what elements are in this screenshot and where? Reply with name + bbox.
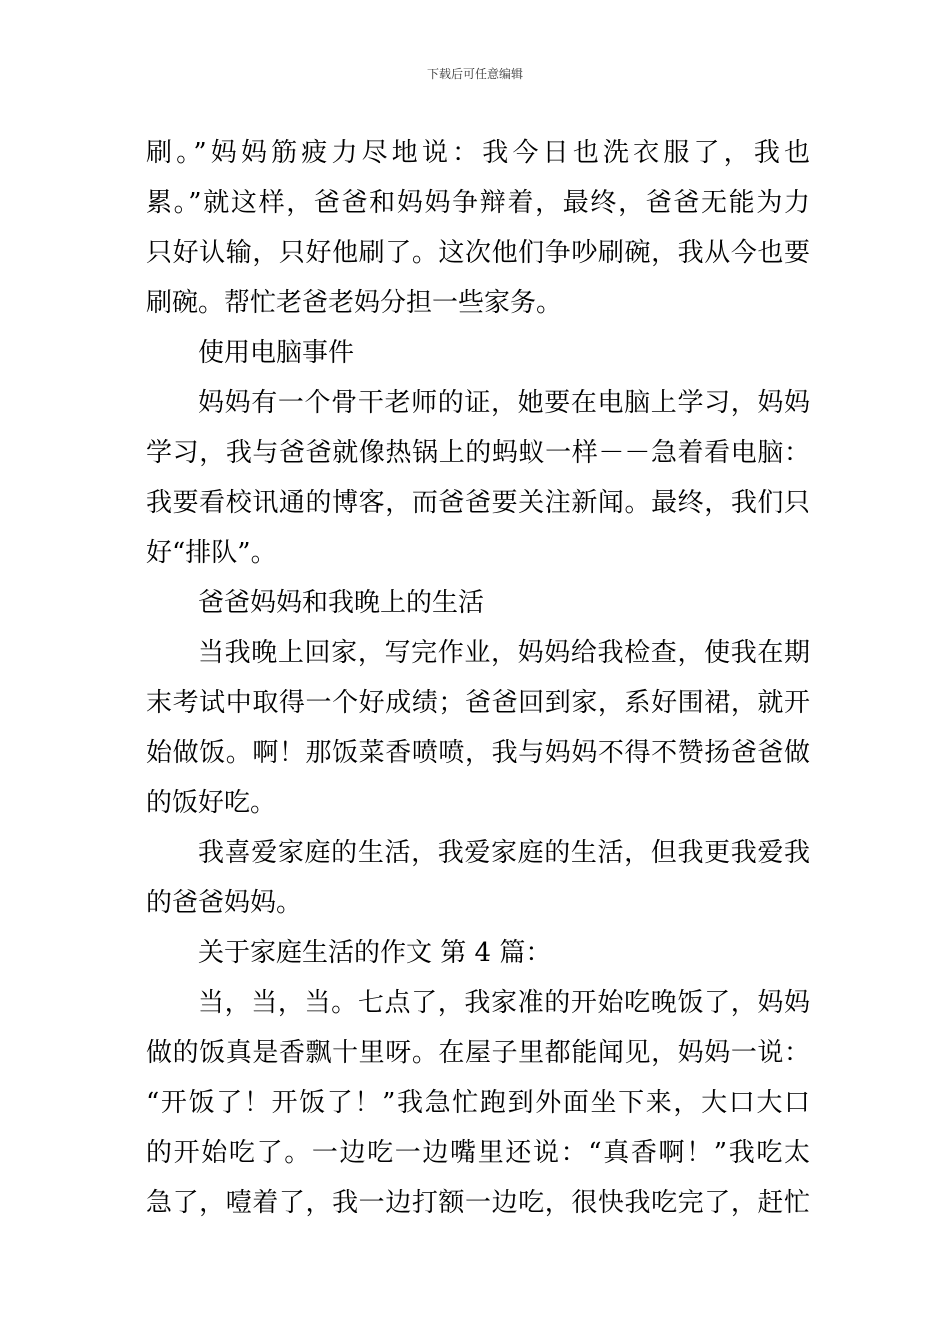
text-line: 的开始吃了。一边吃一边嘴里还说：“真香啊！”我吃太	[146, 1138, 810, 1168]
paragraph	[146, 378, 810, 578]
section-heading	[146, 928, 810, 978]
text-line: 好“排队”。	[146, 538, 277, 568]
text-line: 我要看校讯通的博客，而爸爸要关注新闻。最终，我们只	[146, 488, 810, 518]
paragraph	[146, 128, 810, 328]
section-heading	[146, 578, 810, 628]
document-body	[146, 128, 810, 1228]
text-line: 当我晚上回家，写完作业，妈妈给我检查，使我在期	[198, 638, 810, 668]
heading-text: 关于家庭生活的作文 第 4 篇：	[198, 938, 552, 968]
text-line: 的爸爸妈妈。	[146, 888, 303, 918]
heading-text: 爸爸妈妈和我晚上的生活	[198, 588, 485, 618]
text-line: 当，当，当。七点了，我家准的开始吃晚饭了，妈妈	[198, 988, 810, 1018]
text-line: 的饭好吃。	[146, 788, 277, 818]
text-line: 始做饭。啊！那饭菜香喷喷，我与妈妈不得不赞扬爸爸做	[146, 738, 810, 768]
text-line: 学习，我与爸爸就像热锅上的蚂蚁一样－－急着看电脑：	[146, 438, 810, 468]
text-line: 刷。”妈妈筋疲力尽地说：我今日也洗衣服了，我也	[146, 138, 810, 168]
page-header: 下载后可任意编辑	[426, 67, 523, 81]
section-heading	[146, 328, 810, 378]
paragraph	[146, 628, 810, 828]
heading-text: 使用电脑事件	[198, 338, 355, 368]
text-line: “开饭了！开饭了！”我急忙跑到外面坐下来，大口大口	[146, 1088, 810, 1118]
text-line: 刷碗。帮忙老爸老妈分担一些家务。	[146, 288, 563, 318]
paragraph	[146, 828, 810, 928]
text-line: 妈妈有一个骨干老师的证，她要在电脑上学习，妈妈	[198, 388, 810, 418]
paragraph	[146, 978, 810, 1228]
text-line: 急了，噎着了，我一边打额一边吃，很快我吃完了，赶忙	[146, 1188, 810, 1218]
text-line: 末考试中取得一个好成绩；爸爸回到家，系好围裙，就开	[146, 688, 810, 718]
text-line: 只好认输，只好他刷了。这次他们争吵刷碗，我从今也要	[146, 238, 810, 268]
text-line: 累。”就这样，爸爸和妈妈争辩着，最终，爸爸无能为力	[146, 188, 810, 218]
text-line: 做的饭真是香飘十里呀。在屋子里都能闻见，妈妈一说：	[146, 1038, 810, 1068]
text-line: 我喜爱家庭的生活，我爱家庭的生活，但我更我爱我	[198, 838, 810, 868]
